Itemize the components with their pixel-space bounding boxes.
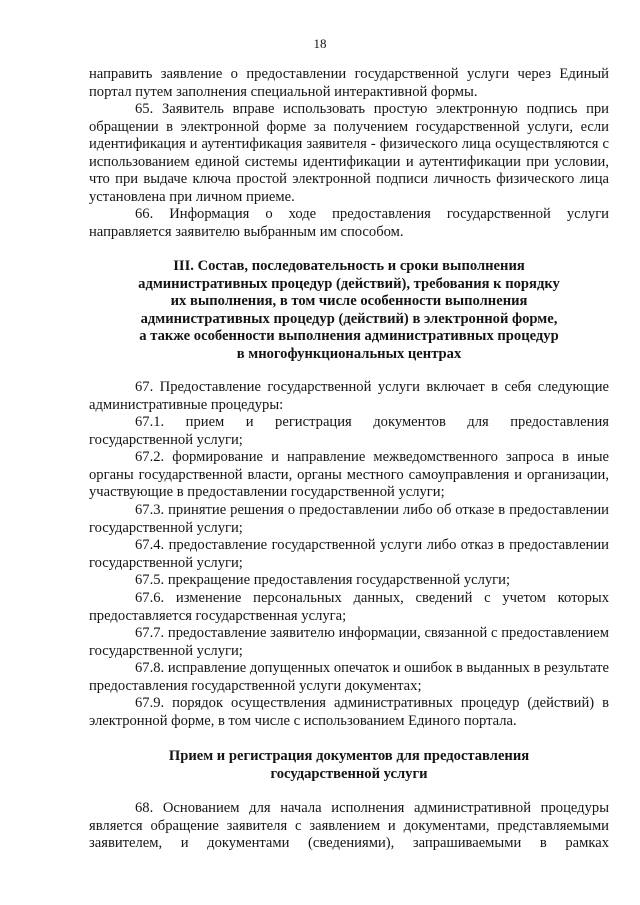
heading-line: административных процедур (действий), требования к порядку [138,275,560,292]
list-item-67-4: 67.4. предоставление государственной услуги либо отказ в предоставлении государственной услуги; [89,537,609,571]
paragraph-67: 67. Предоставление государственной услуги включает в себя следующие административные процедуры: [89,379,609,413]
text-line: является обращение заявителя с заявлением и документами, представляемыми [89,817,609,834]
heading-line: их выполнения, в том числе особенности выполнения [170,293,528,310]
list-item-67-1: 67.1. прием и регистрация документов для предоставления государственной услуги; [89,414,609,448]
list-item-67-8: 67.8. исправление допущенных опечаток и ошибок в выданных в результате предоставления государственной услуги документах; [89,660,609,694]
paragraph-66: 66. Информация о ходе предоставления государственной услуги направляется заявителю выбранным им способом. [89,206,609,240]
heading-line: III. Состав, последовательность и сроки выполнения [173,258,525,274]
text-line: заявителем, и документами (сведениями), запрашиваемыми в рамках [89,835,609,852]
heading-line: а также особенности выполнения административных процедур [139,328,559,345]
heading-line: административных процедур (действий) в электронной форме, [140,310,558,327]
paragraph-68 [89,800,609,853]
list-item-67-7: 67.7. предоставление заявителю информации, связанной с предоставлением государственной услуги; [89,625,609,659]
paragraph-65: 65. Заявитель вправе использовать простую электронную подпись при обращении в электронной форме за получением государственной услуги, если идентификация и аутентификация заявителя - физического лица осуществляются с использованием единой системы идентификации и аутентификации при условии, что при выдаче ключа простой электронной подписи личность физического лица установлена при личном приеме. [89,101,609,205]
list-item-67-9: 67.9. порядок осуществления административных процедур (действий) в электронной форме, в том числе с использованием Единого портала. [89,695,609,729]
heading-line: государственной услуги [270,765,428,782]
heading-line: Прием и регистрация документов для предоставления [168,748,530,764]
heading-line: в многофункциональных центрах [236,345,462,362]
list-item-67-6: 67.6. изменение персональных данных, сведений с учетом которых предоставляется государственная услуга; [89,590,609,624]
text-line: 68. Основанием для начала исполнения административной процедуры [135,800,609,816]
list-item-67-2: 67.2. формирование и направление межведомственного запроса в иные органы государственной власти, органы местного самоуправления и организации, участвующие в предоставлении государственной услуги; [89,449,609,501]
paragraph-continuation: направить заявление о предоставлении государственной услуги через Единый портал путем заполнения специальной интерактивной формы. [89,66,609,100]
list-item-67-5: 67.5. прекращение предоставления государственной услуги; [135,572,511,588]
page-number: 18 [313,36,327,51]
section-3-heading [89,258,609,364]
list-item-67-3: 67.3. принятие решения о предоставлении либо об отказе в предоставлении государственной услуги; [89,502,609,536]
subsection-heading [89,748,609,783]
